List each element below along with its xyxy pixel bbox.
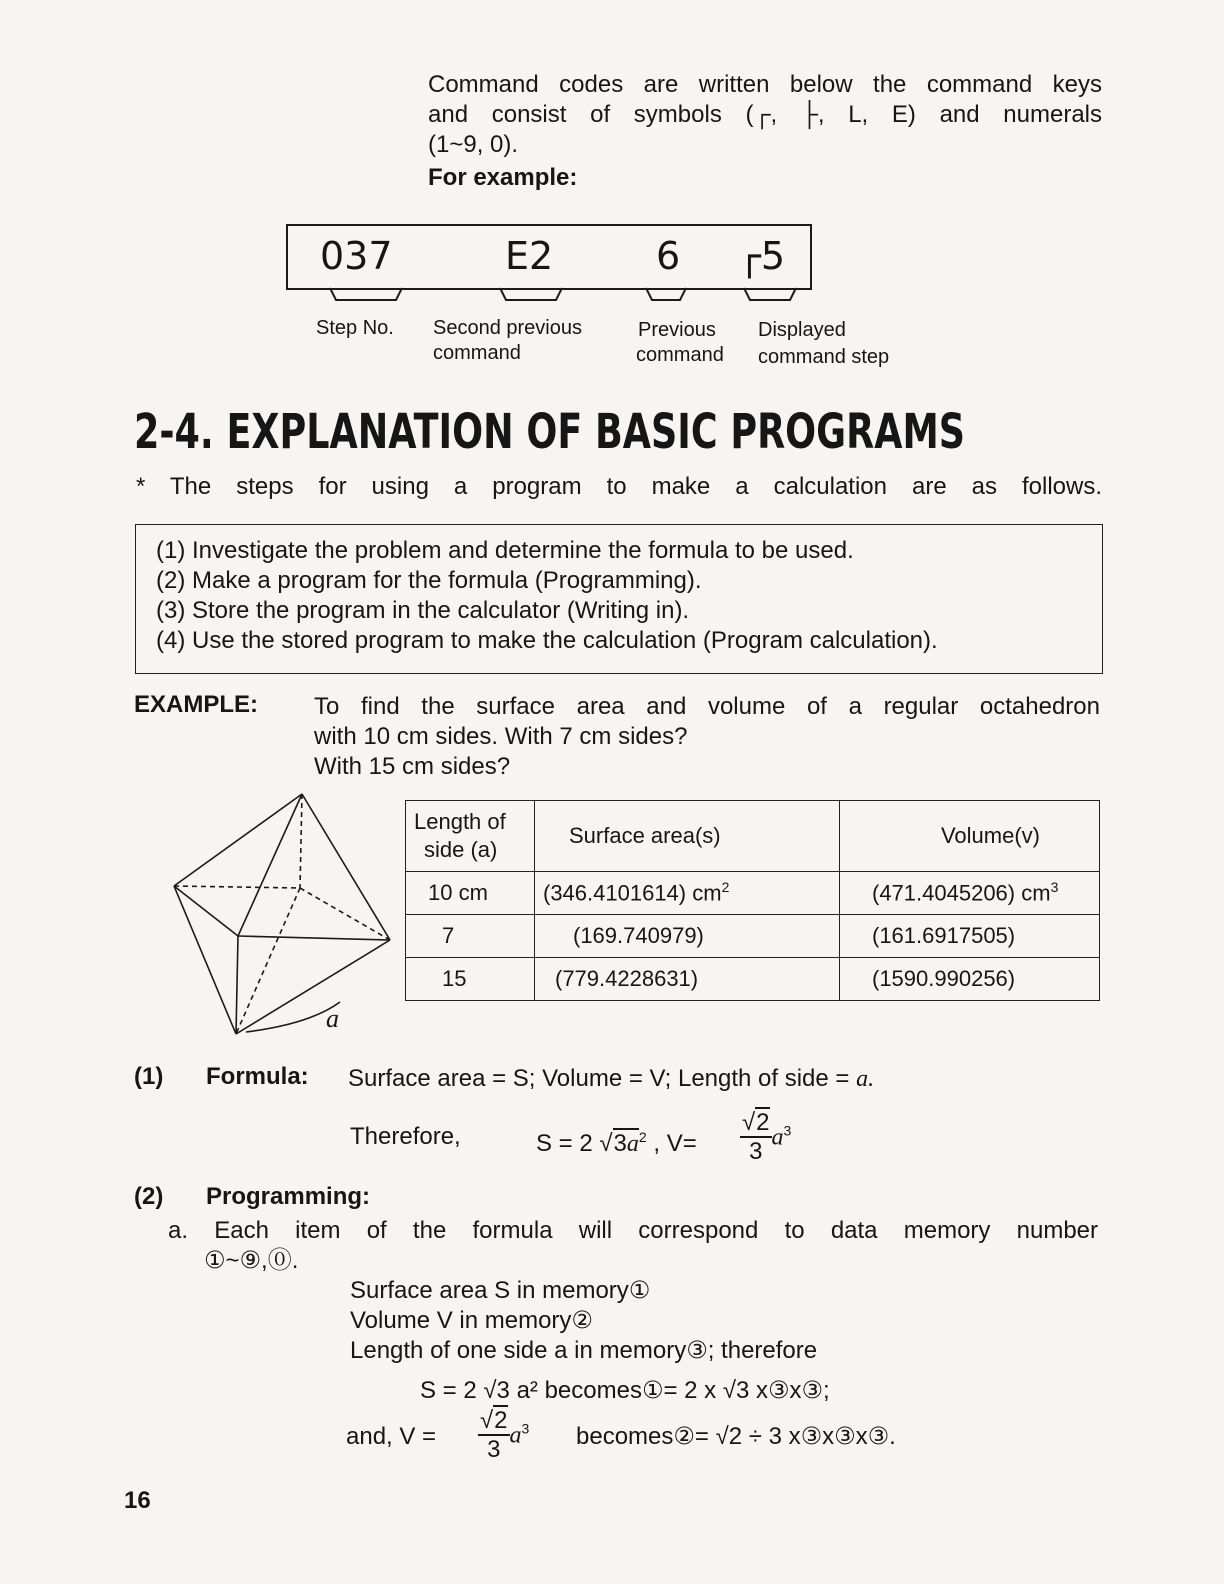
table-header-row	[406, 801, 1100, 872]
header-surface: Surface area(s)	[535, 801, 840, 872]
page-number: 16	[124, 1487, 151, 1514]
step-2: (2) Make a program for the formula (Programming).	[156, 567, 702, 594]
label-displayed-2: command step	[758, 346, 890, 368]
cell-surface: (779.4228631)	[535, 958, 840, 1001]
example-line-1: To find the surface area and volume of a regular octahedron	[314, 693, 1100, 720]
header-length	[406, 801, 535, 872]
formula-number: (1)	[134, 1063, 164, 1090]
label-displayed-1: Displayed	[758, 319, 846, 341]
section-heading-wrap	[134, 404, 1224, 460]
programming-line-a: Length of one side a in memory③; therefore	[350, 1337, 818, 1364]
step-1: (1) Investigate the problem and determine the formula to be used.	[156, 537, 854, 564]
header-length-line-2: side (a)	[424, 837, 498, 862]
formula-therefore: Therefore,	[350, 1123, 461, 1150]
programming-equation-v-prefix: and, V =	[346, 1423, 437, 1450]
step-3: (3) Store the program in the calculator (Writing in).	[156, 597, 690, 624]
label-second-previous-2: command	[433, 342, 521, 364]
cell-surface	[535, 872, 840, 915]
bracket-displayed	[744, 288, 796, 300]
cell-side: 10 cm	[406, 872, 535, 915]
programming-equation-v-fraction: $\frac{√2}{3}$ $a^3$	[480, 1407, 530, 1463]
cell-side: 7	[406, 915, 535, 958]
code-second-previous: E2	[505, 234, 554, 278]
example-line-3: With 15 cm sides?	[314, 753, 511, 780]
cell-surface-exp: 2	[721, 879, 730, 896]
intro-line-2-text: and consist of symbols (┌, ├, L, E) and numerals	[428, 101, 1102, 128]
formula-v-fraction: $\frac{√2}{3}$ $a^3$	[742, 1109, 792, 1165]
code-previous: 6	[656, 234, 681, 278]
header-length-line-1: Length of	[414, 809, 506, 834]
step-4: (4) Use the stored program to make the calculation (Program calculation).	[156, 627, 938, 654]
code-step-no: 037	[320, 234, 393, 278]
octahedron-figure	[160, 788, 400, 1048]
formula-label: Formula:	[206, 1063, 309, 1090]
cell-surface: (169.740979)	[535, 915, 840, 958]
table-row	[406, 872, 1100, 915]
figure-side-label: a	[326, 1004, 339, 1033]
programming-item-a: a. Each item of the formula will correspond to data memory number	[168, 1217, 1098, 1244]
cell-volume-value: (471.4045206) cm	[872, 880, 1051, 906]
cell-volume: (1590.990256)	[840, 958, 1100, 1001]
bracket-previous	[646, 288, 686, 300]
bracket-step-no	[330, 288, 402, 300]
example-line-2: with 10 cm sides. With 7 cm sides?	[314, 723, 688, 750]
table-row	[406, 958, 1100, 1001]
label-previous-2: command	[636, 344, 724, 366]
header-volume: Volume(v)	[840, 801, 1100, 872]
cell-volume	[840, 872, 1100, 915]
table-row	[406, 915, 1100, 958]
intro-line-3: (1~9, 0).	[428, 131, 519, 158]
section-intro: * The steps for using a program to make a calculation are as follows.	[136, 473, 1102, 500]
formula-definitions-text: Surface area = S; Volume = V; Length of side =	[348, 1065, 857, 1092]
bracket-lines	[0, 0, 1224, 320]
formula-s-equation: S = 2 $√3a^2$ , V=	[536, 1129, 697, 1157]
cell-side: 15	[406, 958, 535, 1001]
results-table	[405, 800, 1100, 1001]
example-label: For example:	[428, 164, 578, 191]
formula-definitions	[348, 1064, 874, 1094]
intro-line-1: Command codes are written below the command keys	[428, 71, 1102, 98]
cell-volume: (161.6917505)	[840, 915, 1100, 958]
bracket-second-previous	[500, 288, 562, 300]
cell-surface-value: (346.4101614) cm	[543, 880, 722, 906]
programming-label: Programming:	[206, 1183, 371, 1210]
programming-number: (2)	[134, 1183, 164, 1210]
label-previous-1: Previous	[638, 319, 716, 341]
programming-equation-v-suffix: becomes②= √2 ÷ 3 x③x③x③.	[576, 1423, 896, 1450]
label-step-no: Step No.	[316, 317, 394, 339]
code-displayed: ┌5	[738, 234, 786, 278]
programming-line-v: Volume V in memory②	[350, 1307, 593, 1334]
programming-memory-range: ①~⑨,⓪.	[204, 1247, 299, 1274]
section-heading: 2-4. EXPLANATION OF BASIC PROGRAMS	[134, 404, 966, 460]
programming-equation-s: S = 2 √3 a² becomes①= 2 x √3 x③x③;	[420, 1377, 830, 1404]
cell-volume-exp: 3	[1050, 879, 1059, 896]
example-heading: EXAMPLE:	[134, 691, 259, 718]
programming-line-s: Surface area S in memory①	[350, 1277, 651, 1304]
label-second-previous-1: Second previous	[433, 317, 582, 339]
formula-var: a.	[856, 1066, 875, 1092]
